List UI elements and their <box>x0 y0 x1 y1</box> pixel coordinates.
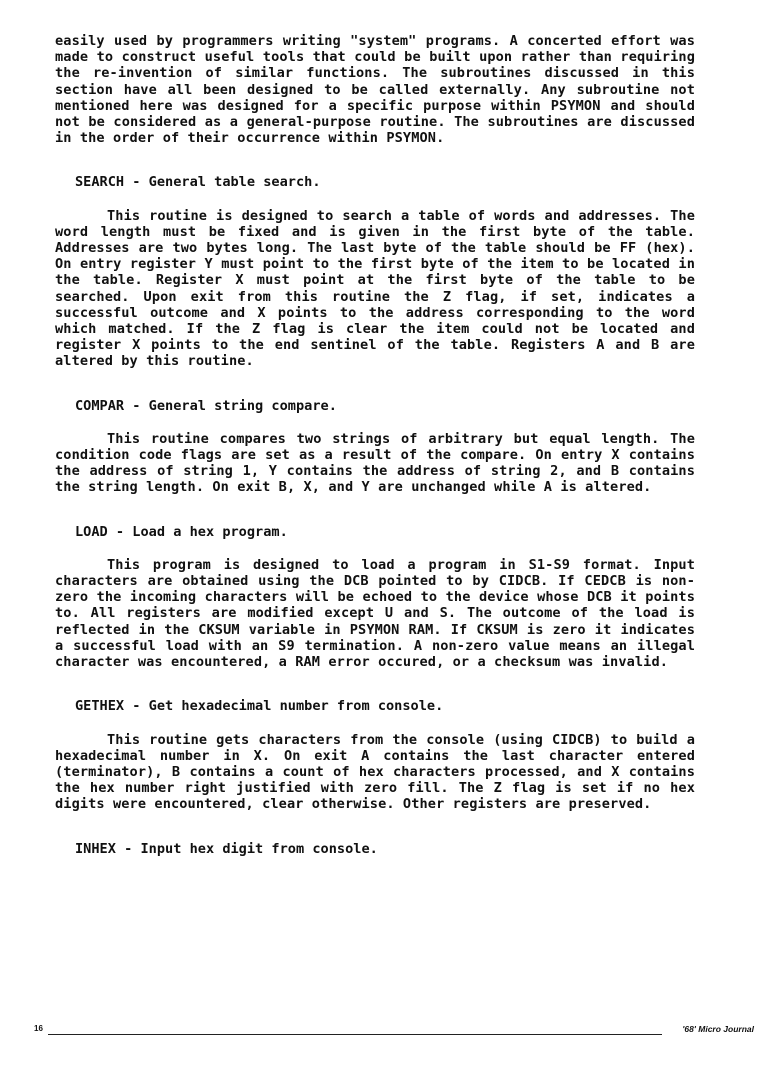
section-heading-compar: COMPAR - General string compare. <box>75 397 337 414</box>
section-body-load: This program is designed to load a program in S1-S9 format. Input characters are obtained using the DCB pointed to by CIDCB. If CEDCB is non-zero the incoming characters will be echoed to the device whose DCB it points to. All registers are modified except U and S. The outcome of the load is reflected in the CKSUM variable in PSYMON RAM. If CKSUM is zero it indicates a successful load with an S9 termination. A non-zero value means an illegal character was encountered, a RAM error occured, or a checksum was invalid. <box>55 556 695 671</box>
section-heading-load: LOAD - Load a hex program. <box>75 523 288 540</box>
page-number: 16 <box>34 1024 43 1033</box>
intro-paragraph: easily used by programmers writing "system" programs. A concerted effort was made to construct useful tools that could be built upon rather than requiring the re-invention of similar functions. The subroutines discussed in this section have all been designed to be called externally. Any subroutine not mentioned here was designed for a specific purpose within PSYMON and should not be considered as a general-purpose routine. The subroutines are discussed in the order of their occurrence within PSYMON. <box>55 33 695 147</box>
section-body-search: This routine is designed to search a table of words and addresses. The word length must be fixed and is given in the first byte of the table. Addresses are two bytes long. The last byte of the table should be FF (hex). On entry register Y must point to the first byte of the item to be located in the table. Register X must point at the first byte of the table to be searched. Upon exit from this routine the Z flag, if set, indicates a successful outcome and X points to the address corresponding to the word which matched. If the Z flag is clear the item could not be located and register X points to the end sentinel of the table. Registers A and B are altered by this routine. <box>55 207 695 370</box>
section-heading-gethex: GETHEX - Get hexadecimal number from console. <box>75 698 444 715</box>
page-footer <box>34 1024 754 1038</box>
footer-rule <box>48 1034 662 1035</box>
section-heading-search: SEARCH - General table search. <box>75 174 321 191</box>
section-body-gethex: This routine gets characters from the console (using CIDCB) to build a hexadecimal number in X. On exit A contains the last character entered (terminator), B contains a count of hex characters processed, and X contains the hex number right justified with zero fill. The Z flag is set if no hex digits were encountered, clear otherwise. Other registers are preserved. <box>55 731 695 813</box>
section-body-compar: This routine compares two strings of arbitrary but equal length. The condition code flags are set as a result of the compare. On entry X contains the address of string 1, Y contains the address of string 2, and B contains the string length. On exit B, X, and Y are unchanged while A is altered. <box>55 430 695 496</box>
document-page <box>55 33 695 857</box>
section-heading-inhex: INHEX - Input hex digit from console. <box>75 840 378 857</box>
publication-name: '68' Micro Journal <box>682 1024 754 1034</box>
